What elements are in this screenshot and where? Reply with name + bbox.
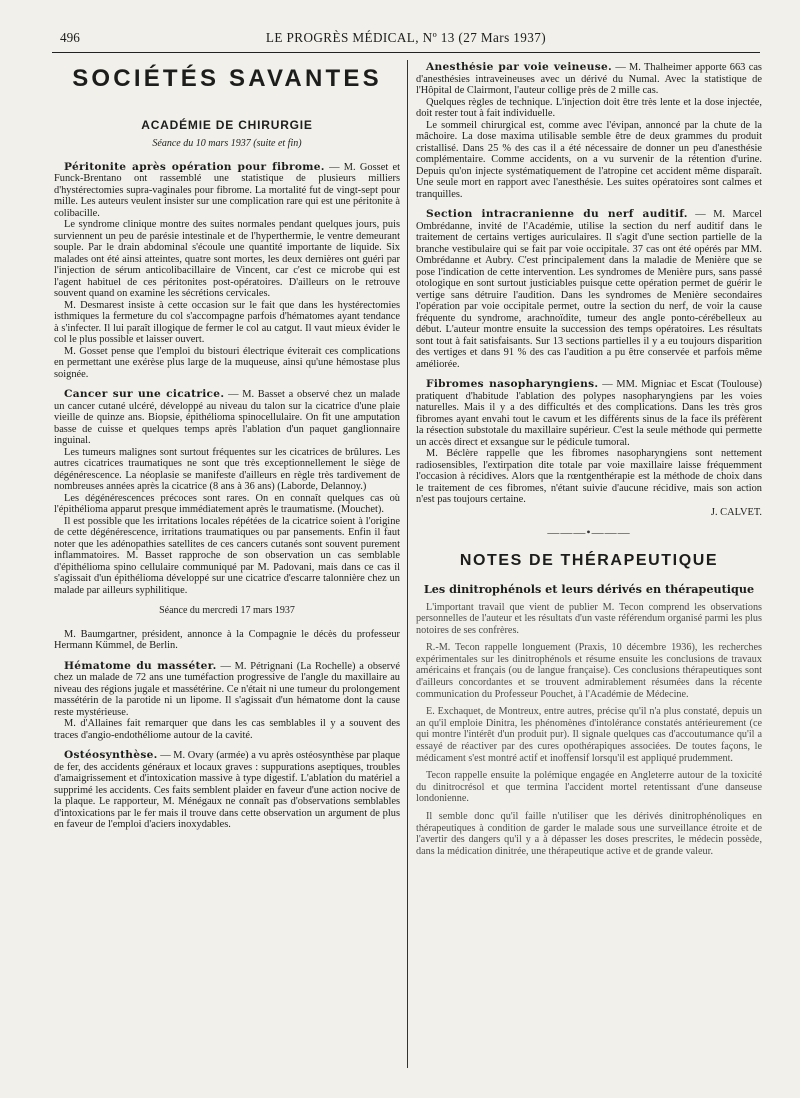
article-announcement [54, 629, 400, 652]
page-header [52, 30, 760, 46]
notes-paragraph: R.-M. Tecon rappelle longuement (Praxis, 10 décembre 1936), les recherches expérimentales sur les dinitrophénols et résume ensuite les conclusions de travaux américains et français (ou de langue française). Ces conclusions thérapeutiques sont d'ailleurs concordantes et se trouvent admirablement résumées dans la récente communication du Professeur Pouchet, à l'Académie de Médecine. [416, 642, 762, 700]
left-column [54, 62, 400, 1072]
article-text: — M. Basset a observé chez un malade un cancer cutané ulcéré, développé au niveau du talon sur la cicatrice d'une plaie vieille de quinze ans. Biopsie, épithélioma spinocellulaire. On fit une amputation basse de cuisse et quelques temps après l'ablation d'un paquet ganglionnaire inguinal. [54, 389, 400, 446]
notes-body [416, 602, 762, 858]
article-title: Cancer sur une cicatrice. [64, 388, 225, 400]
article-paragraph: Le syndrome clinique montre des suites normales pendant quelques jours, puis surviennent un peu de parésie intestinale et de l'hyperthermie, le ventre demeurant souple. Par le drain abdominal s'écoule une quantité importante de liquide. Six malades ont été ainsi atteintes, quatre sont mortes, les deux dernières ont guéri par l'injection de sérum anticolibacillaire de Vincent, car c'est ce microbe qui est l'agent habituel de ces péritonites post-opératoires. D'ailleurs on le retrouve souvent quand on examine les sécrétions cervicales. [54, 219, 400, 299]
article-paragraph: M. Béclère rappelle que les fibromes nasopharyngiens sont nettement radiosensibles, l'extirpation dite totale par voie maxillaire laisse fréquemment l'occasion à récidives. Alors que la rœntgenthérapie est la méthode de choix dans le traitement de ces fibromes, n'étant suivie d'aucune récidive, mais son action n'est pas toujours certaine. [416, 448, 762, 505]
divider-ornament: ———•——— [547, 525, 631, 539]
article-paragraph: Il est possible que les irritations locales répétées de la cicatrice soient à l'origine de cette dégénérescence, irritations traumatiques ou par pansements. Enfin il faut noter que les adénopathies satellites de ces cancers cutanés sont souvent purement inflammatoires. M. Basset rapproche de son observation un cas semblable d'épithélioma spino cellulaire communiqué par M. Padovani, mais dans ce cas il s'agissait d'un épithélioma développé sur une cicatrice d'escarre talonnière chez un malade par ailleurs syphilitique. [54, 515, 400, 596]
notes-subtitle: Les dinitrophénols et leurs dérivés en thérapeutique [423, 582, 755, 596]
article-text: — M. Gosset et Funck-Brentano ont rassemblé une statistique de plusieurs milliers d'hystérectomies supra-vaginales pour fibrome. La mortalité fut de vingt-sept pour mille. Les auteurs veulent insister sur une complication rare qui est une péritonite à colibacille. [54, 161, 400, 219]
column-divider [407, 60, 408, 1068]
article-title: Ostéosynthèse. [64, 749, 158, 761]
seance-date: Séance du mercredi 17 mars 1937 [159, 605, 295, 616]
section-title: SOCIÉTÉS SAVANTES [72, 65, 382, 92]
article-paragraph: M. Desmarest insiste à cette occasion sur le fait que dans les hystérectomies isthmiques la fermeture du col s'accompagne parfois d'hématomes ayant tendance à s'infecter. Il lui paraît illogique de fermer le col au catgut. Il vaut mieux évider le col le plus possible et laisser ouvert. [54, 299, 400, 345]
academy-title: ACADÉMIE DE CHIRURGIE [141, 118, 313, 132]
right-column [416, 62, 762, 1072]
header-rule [52, 52, 760, 53]
article-text: — M. Thalheimer apporte 663 cas d'anesthésies intraveineuses avec un dérivé du Numal. Avec la statistique de l'Hôpital de Clairmont, l'auteur collige près de 2 mille cas. [416, 62, 762, 96]
article-paragraph: M. Baumgartner, président, annonce à la Compagnie le décès du professeur Hermann Kümmel, de Berlin. [54, 628, 400, 651]
article-osteosynthese [54, 750, 400, 831]
article-text: — M. Marcel Ombrédanne, invité de l'Académie, utilise la section du nerf auditif dans le traitement de certains vertiges auriculaires. Il s'agit d'une section partielle de la branche vestibulaire qui se fait par voie occipitale. 37 cas ont été opérés par MM. Ombrédanne et Aubry. C'est principalement dans la maladie de Menière que se pose l'indication de cette intervention. Les syndromes de Menière purs, sans passé otologique en sont surtout justiciables puisque cette opération permet de guérir le vertige sans détruire l'audition. Dans les syndromes de Menière secondaires l'opération par voie occipitale permet, outre la section du nerf, de voir la cause fréquente du syndrome, arachnoïdite, tumeur des angle ponto-cérébelleux au début. L'auteur montre ensuite la succession des temps opératoires. Les résultats sont tout à fait satisfaisants. Sur 13 sections partielles il y a eu toujours disparition des vertiges et dans 91 % des cas l'audition a pu être conservée et parfois même améliorée. [416, 209, 762, 370]
article-text: — M. Pétrignani (La Rochelle) a observé chez un malade de 72 ans une tuméfaction progressive de l'angle du maxillaire au niveau des régions jugale et massétérine. Ce n'était ni une tumeur du prolongement massétérin de la parotide ni un lipome. Il s'agissait d'un hématome dont la cause reste mystérieuse. [54, 660, 400, 718]
article-text: — M. Ovary (armée) a vu après ostéosynthèse par plaque de fer, des accidents généraux et locaux graves : suppurations aseptiques, troubles d'amaigrissement et d'intoxication massive à type digestif. L'ablation du matériel a supprimé les accidents. Ces faits semblent plaider en faveur d'une action nocive de la plaque. Le rapporteur, M. Ménégaux ne connaît pas d'observations semblables d'intoxications par le fer mais il trouve dans cette observation un argument de plus en faveur de l'emploi d'aciers inoxydables. [54, 750, 400, 830]
notes-paragraph: L'important travail que vient de publier M. Tecon comprend les observations personnelles de l'auteur et les résultats d'un vaste référendum organisé parmi les plus notoires de ses confrères. [416, 601, 762, 636]
notes-paragraph: Il semble donc qu'il faille n'utiliser que les dérivés dinitrophénoliques en thérapeutiques à condition de garder le malade sous une surveillance étroite et de l'avertir des dangers qu'il y a à dépasser les doses prescrites, le médecin possède, dans la médication dinitrée, une thérapeutique active et de grande valeur. [416, 811, 762, 857]
seance-date: Séance du 10 mars 1937 (suite et fin) [152, 138, 302, 149]
notes-paragraph: Tecon rappelle ensuite la polémique engagée en Angleterre autour de la toxicité du dinitrocrésol et que termina l'accident mortel retentissant d'une danseuse londonienne. [416, 770, 762, 805]
article-title: Péritonite après opération pour fibrome. [64, 160, 325, 173]
article-anesthesie [416, 62, 762, 200]
journal-title: LE PROGRÈS MÉDICAL, Nº 13 (27 Mars 1937) [265, 30, 547, 45]
notes-paragraph: E. Exchaquet, de Montreux, entre autres, précise qu'il n'a plus constaté, depuis un an qu'il emploie Dinitra, les phénomènes d'intolérance constatés antérieurement (ce qui montre l'intérêt d'un produit pur). Il signale quelques cas d'accoutumance qu'il a essayé de réactiver par des cures opothérapiques associées. De toutes façons, le médicament s'est montré actif et inoffensif lorsqu'il est appliqué prudemment. [416, 706, 762, 764]
author-signature: J. CALVET. [710, 506, 762, 518]
article-paragraph: Le sommeil chirurgical est, comme avec l'évipan, annoncé par la chute de la mâchoire. La dose maxima utilisable semble être de deux grammes du produit cristallisé. Dans 25 % des cas il a été nécessaire de donner un peu d'anesthésie complémentaire. Comme accidents, on a vu survenir de la rétention d'urine. Depuis qu'on injecte systématiquement de l'atropine cet accident même disparaît. Une seule mort en rapport avec l'anesthésie. Les suites opératoires sont calmes et tranquilles. [416, 119, 762, 200]
page-number: 496 [60, 30, 80, 45]
article-cancer [54, 389, 400, 596]
article-section-nerf [416, 209, 762, 370]
article-title: Anesthésie par voie veineuse. [426, 62, 612, 73]
article-peritonite [54, 162, 400, 381]
article-paragraph: Les dégénérescences précoces sont rares. On en connaît quelques cas où l'épithélioma apparut presque immédiatement après le traumatisme. (Mouchet). [54, 492, 400, 515]
article-paragraph: Les tumeurs malignes sont surtout fréquentes sur les cicatrices de brûlures. Les autres cicatrices traumatiques ne sont que très exceptionnellement le siège de dégénérescence. La néoplasie se manifeste d'ailleurs en règle très tardivement de nombreuses années après la cicatrice (8 ans à 36 ans) (Laborde, Delannoy.) [54, 446, 400, 492]
article-paragraph: M. Gosset pense que l'emploi du bistouri électrique éviterait ces complications en permettant une exérèse plus large de la muqueuse, ainsi qu'une hémostase plus soignée. [54, 345, 400, 380]
article-title: Section intracranienne du nerf auditif. [426, 208, 688, 220]
article-paragraph: M. d'Allaines fait remarquer que dans les cas semblables il y a souvent des traces d'angio-endothéliome autour de la cavité. [54, 718, 400, 741]
article-hematome [54, 661, 400, 742]
notes-title: NOTES DE THÉRAPEUTIQUE [459, 551, 719, 569]
article-text: — MM. Migniac et Escat (Toulouse) pratiquent d'habitude l'ablation des polypes nasopharyngiens par les voies naturelles. Mais il y a des difficultés et des complications. Dans les très gros fibromes ayant envahi tout le cavum et les différents sinus de la face ils préfèrent la résection substotale du maxillaire supérieur. C'est la seule méthode qui permette un accès direct et exsangue sur le pédicule tumoral. [416, 379, 762, 448]
article-paragraph: Quelques règles de technique. L'injection doit être très lente et la dose injectée, doit rester tout à fait individuelle. [416, 96, 762, 119]
article-fibromes [416, 379, 762, 518]
article-title: Fibromes nasopharyngiens. [426, 378, 599, 390]
article-title: Hématome du masséter. [64, 659, 217, 672]
